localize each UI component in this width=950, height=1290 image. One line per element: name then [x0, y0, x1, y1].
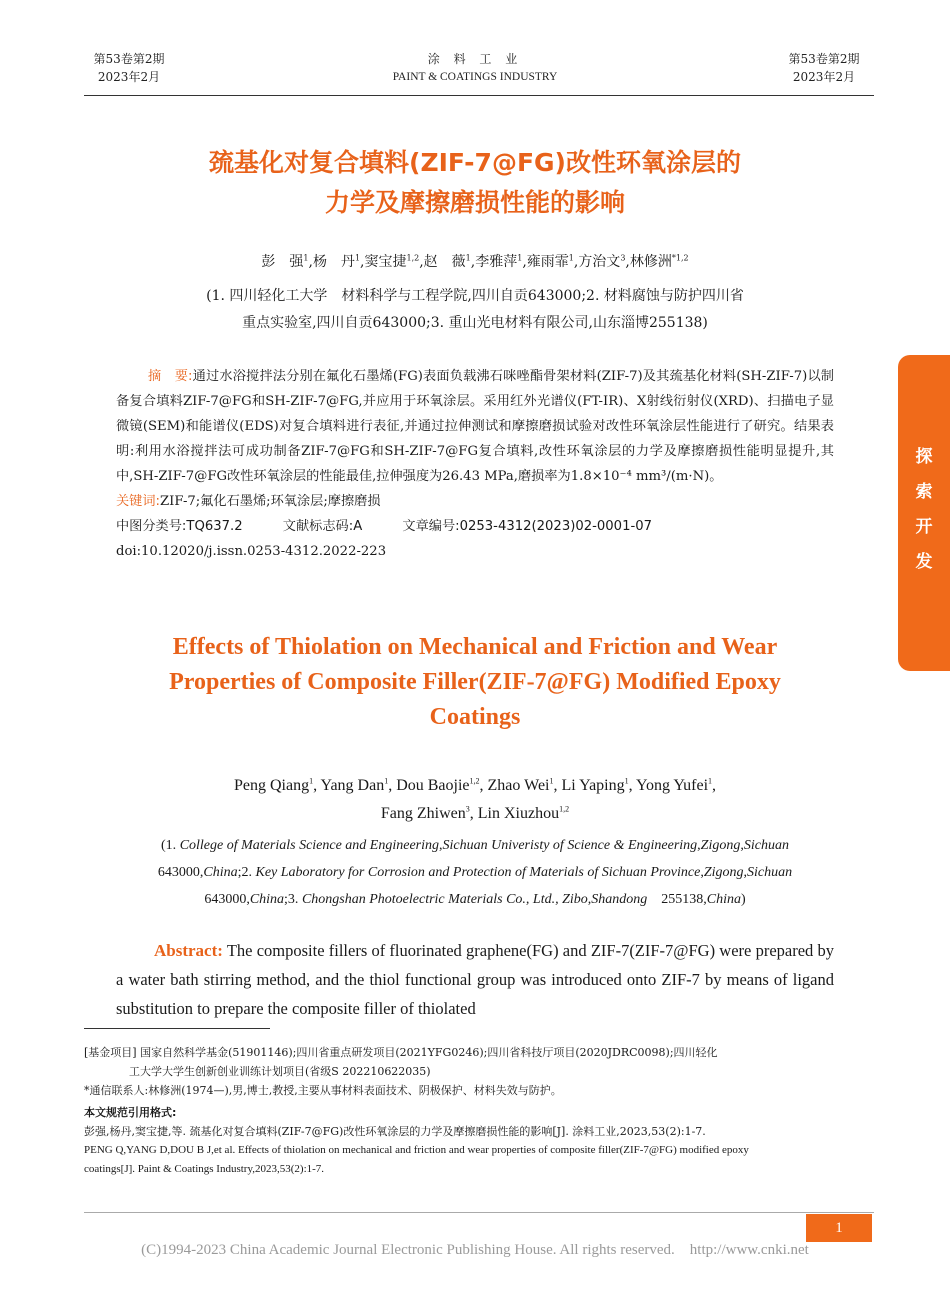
citation-en-line2: coatings[J]. Paint & Coatings Industry,2023,53(2):1-7. [84, 1163, 325, 1175]
author-name-text: Dou Baojie [396, 777, 470, 794]
clc-label: 中图分类号: [116, 519, 187, 534]
author-name [320, 777, 388, 794]
side-tab-char: 开 [915, 517, 933, 537]
author-name-text: 彭 强 [261, 254, 304, 270]
clc-value: TQ637.2 [186, 519, 243, 534]
citation-cn: 彭强,杨丹,窦宝捷,等. 巯基化对复合填料(ZIF-7@FG)改性环氧涂层的力学及摩擦磨损性能的影响[J]. 涂料工业,2023,53(2):1-7. [84, 1125, 706, 1138]
abstract-cn-text: 通过水浴搅拌法分别在氟化石墨烯(FG)表面负载沸石咪唑酯骨架材料(ZIF-7)及其巯基化材料(SH-ZIF-7)以制备复合填料ZIF-7@FG和SH-ZIF-7@FG,并应用于环氧涂层。采用红外光谱仪(FT-IR)、X射线衍射仪(XRD)、扫描电子显微镜(SEM)和能谱仪(EDS)对复合填料进行表征,并通过拉伸测试和摩擦磨损试验对改性环氧涂层性能进行了研究。结果表明:利用水浴搅拌法可成功制备ZIF-7@FG和SH-ZIF-7@FG复合填料,改性环氧涂层的力学及摩擦磨损性能明显提升,其中,SH-ZIF-7@FG改性环氧涂层的性能最佳,拉伸强度为26.43 MPa,磨损率为1.8×10⁻⁴ mm³/(m·N)。 [116, 369, 834, 484]
aff-italic: Chongshan Photoelectric Materials Co., Ltd., Zibo [301, 892, 588, 907]
author-separator: , [628, 777, 637, 794]
abstract-cn-paragraph [116, 364, 834, 489]
paper-title-en [80, 630, 870, 735]
header-right-date: 2023年2月 [792, 70, 856, 84]
fund-note-cont: 工大学大学生创新创业训练计划项目(省级S 202210622035) [129, 1065, 431, 1078]
section-side-tab-label [898, 440, 950, 580]
aff-text: 643000, [157, 865, 204, 880]
authors-en [90, 772, 860, 828]
side-tab-char: 发 [915, 552, 933, 572]
abstract-cn [116, 364, 834, 564]
author-name-text: 雍雨霏 [526, 254, 569, 270]
doc-code-label: 文献标志码: [282, 519, 354, 534]
header-right-volume: 第53卷第2期 [788, 52, 860, 66]
aff-italic: China [249, 892, 285, 907]
aff-text: , [740, 838, 744, 853]
abstract-en-label: Abstract: [154, 941, 223, 960]
aff-text: ;3. [284, 892, 302, 907]
citation-en-line1: PENG Q,YANG D,DOU B J,et al. Effects of thiolation on mechanical and friction and wear properties of composite filler(ZIF-7@FG) modified epoxy [84, 1144, 749, 1156]
title-cn-line2: 力学及摩擦磨损性能的影响 [324, 188, 625, 217]
keywords-cn [116, 489, 834, 514]
journal-name-cn: 涂 料 工 业 [427, 52, 523, 66]
author-name-text: 李雅萍 [475, 254, 518, 270]
author-separator: , [419, 254, 424, 270]
author-affiliation-mark: 1 [517, 253, 523, 263]
author-affiliation-mark: 1 [624, 776, 629, 786]
footnotes [84, 1043, 874, 1179]
title-en-line1: Effects of Thiolation on Mechanical and Friction and Wear [172, 634, 778, 660]
aff-italic: China [203, 865, 238, 880]
author-name [261, 254, 308, 270]
header-rule [84, 95, 874, 96]
footnote-rule [84, 1028, 270, 1029]
author-separator: , [522, 254, 527, 270]
aff-text: , [439, 838, 443, 853]
author-separator: , [479, 777, 488, 794]
aff-italic: Sichuan [743, 838, 789, 853]
affiliation-en-line1 [106, 832, 844, 859]
author-affiliation-mark: 1 [354, 253, 361, 263]
author-name [381, 805, 470, 822]
author-name [630, 254, 689, 270]
keywords-cn-text: ZIF-7;氟化石墨烯;环氧涂层;摩擦磨损 [160, 494, 381, 509]
author-name [475, 254, 522, 270]
author-name [364, 254, 419, 270]
header-left-date: 2023年2月 [97, 70, 161, 84]
aff-italic: China [706, 892, 742, 907]
author-affiliation-mark: 1 [568, 253, 574, 263]
author-separator: , [360, 254, 365, 270]
aff-text: , [587, 892, 592, 907]
aff-text: , [743, 865, 748, 880]
author-name [636, 777, 712, 794]
author-name [396, 777, 479, 794]
doc-code-value: A [353, 519, 363, 534]
author-affiliation-mark: 1 [549, 776, 554, 786]
author-name-text: 窦宝捷 [364, 254, 407, 270]
page-number: 1 [835, 1220, 843, 1236]
author-name-text: Li Yaping [561, 777, 625, 794]
aff-italic: Shandong [591, 892, 648, 907]
side-tab-char: 索 [915, 482, 933, 502]
author-name [527, 254, 574, 270]
doi[interactable]: doi:10.12020/j.issn.0253-4312.2022-223 [116, 544, 387, 559]
abstract-en-text: The composite fillers of fluorinated graphene(FG) and ZIF-7(ZIF-7@FG) were prepared by a water bath stirring method, and the thiol functional group was introduced onto ZIF-7 by means of ligand substitution to prepare the composite filler of thiolated [116, 941, 834, 1018]
affiliation-en-line3 [106, 886, 844, 913]
author-separator: , [313, 777, 321, 794]
author-separator: , [553, 777, 562, 794]
authors-en-line2 [90, 800, 860, 828]
aff-text: ;2. [237, 865, 256, 880]
author-affiliation-mark: 3 [620, 253, 626, 263]
author-affiliation-mark: 1 [309, 776, 314, 786]
header-right-issue [776, 50, 872, 86]
abstract-en-paragraph [116, 936, 834, 1023]
author-separator: , [469, 805, 478, 822]
title-en-line3: Coatings [429, 704, 521, 730]
article-number-label: 文章编号: [402, 519, 460, 534]
abstract-en [116, 936, 834, 1023]
title-cn-line1: 巯基化对复合填料(ZIF-7@FG)改性环氧涂层的 [209, 148, 741, 177]
aff-text: , [697, 838, 701, 853]
author-name-text: 方治文 [578, 254, 621, 270]
author-affiliation-mark: 1,2 [469, 776, 480, 786]
aff-italic: Sichuan [747, 865, 793, 880]
author-name-text: 赵 薇 [423, 254, 466, 270]
affiliation-cn [100, 283, 850, 337]
affiliation-en-line2 [106, 859, 844, 886]
author-name [234, 777, 313, 794]
fund-note [84, 1043, 874, 1062]
aff-text: 643000, [204, 892, 250, 907]
classification-row [116, 514, 834, 539]
header-left-volume: 第53卷第2期 [93, 52, 165, 66]
author-affiliation-mark: 1 [303, 253, 309, 263]
side-tab-char: 探 [915, 447, 933, 467]
citation-label: 本文规范引用格式: [84, 1106, 177, 1119]
author-separator: , [712, 777, 717, 794]
author-name-text: 杨 丹 [312, 254, 355, 270]
aff-italic: Zigong [700, 838, 741, 853]
aff-italic: Zigong [703, 865, 744, 880]
aff-text: ) [741, 892, 746, 907]
author-name [488, 777, 554, 794]
author-name-text: Yang Dan [320, 777, 385, 794]
author-name-text: 林修洲 [629, 254, 672, 270]
author-affiliation-mark: 1 [384, 776, 389, 786]
author-separator: , [388, 777, 397, 794]
author-name-text: Lin Xiuzhou [477, 805, 560, 822]
bottom-rule [84, 1212, 874, 1213]
author-name-text: Zhao Wei [487, 777, 550, 794]
keywords-cn-label: 关键词: [116, 494, 161, 509]
copyright-watermark: (C)1994-2023 China Academic Journal Electronic Publishing House. All rights reserved. http://www.cnki.net [141, 1242, 809, 1258]
authors-cn [60, 250, 890, 274]
affiliation-cn-line1: (1. 四川轻化工大学 材料科学与工程学院,四川自贡643000;2. 材料腐蚀与防护四川省 [206, 288, 744, 304]
title-en-line2: Properties of Composite Filler(ZIF-7@FG) Modified Epoxy [169, 669, 781, 695]
author-name [578, 254, 625, 270]
author-name [424, 254, 471, 270]
affiliation-cn-line2: 重点实验室,四川自贡643000;3. 重山光电材料有限公司,山东淄博255138) [242, 315, 708, 331]
author-name [478, 805, 569, 822]
fund-text: 国家自然科学基金(51901146);四川省重点研发项目(2021YFG0246);四川省科技厅项目(2020JDRC0098);四川轻化 [140, 1046, 718, 1059]
author-separator: , [308, 254, 313, 270]
author-separator: , [470, 254, 476, 270]
author-name [561, 777, 628, 794]
authors-en-line1 [90, 772, 860, 800]
author-affiliation-mark: *1,2 [671, 253, 689, 263]
author-name-text: Yong Yufei [636, 777, 709, 794]
header-left-issue [84, 50, 174, 86]
aff-text: , [700, 865, 704, 880]
author-affiliation-mark: 1,2 [406, 253, 420, 263]
article-number-value: 0253-4312(2023)02-0001-07 [459, 519, 652, 534]
author-affiliation-mark: 3 [465, 804, 470, 814]
abstract-cn-label: 摘 要: [148, 369, 193, 384]
journal-name-en: PAINT & COATINGS INDUSTRY [392, 71, 558, 83]
author-separator: , [625, 254, 630, 270]
aff-text: 255138, [647, 892, 707, 907]
author-name-text: Fang Zhiwen [380, 805, 466, 822]
author-name [313, 254, 360, 270]
header-journal [300, 50, 650, 86]
aff-text: (1. [161, 838, 180, 853]
contact-note: *通信联系人:林修洲(1974—),男,博士,教授,主要从事材料表面技术、阴极保护、材料失效与防护。 [84, 1084, 562, 1097]
author-affiliation-mark: 1 [465, 253, 471, 263]
fund-label: [基金项目] [84, 1046, 137, 1059]
paper-title-cn [60, 143, 890, 223]
affiliation-en [106, 832, 844, 913]
author-separator: , [573, 254, 579, 270]
author-affiliation-mark: 1,2 [559, 804, 570, 814]
aff-italic: College of Materials Science and Engineering [179, 838, 440, 853]
aff-italic: Key Laboratory for Corrosion and Protection of Materials of Sichuan Province [255, 865, 701, 880]
aff-italic: Sichuan Univeristy of Science & Engineering [442, 838, 698, 853]
author-affiliation-mark: 1 [708, 776, 713, 786]
author-name-text: Peng Qiang [233, 777, 310, 794]
